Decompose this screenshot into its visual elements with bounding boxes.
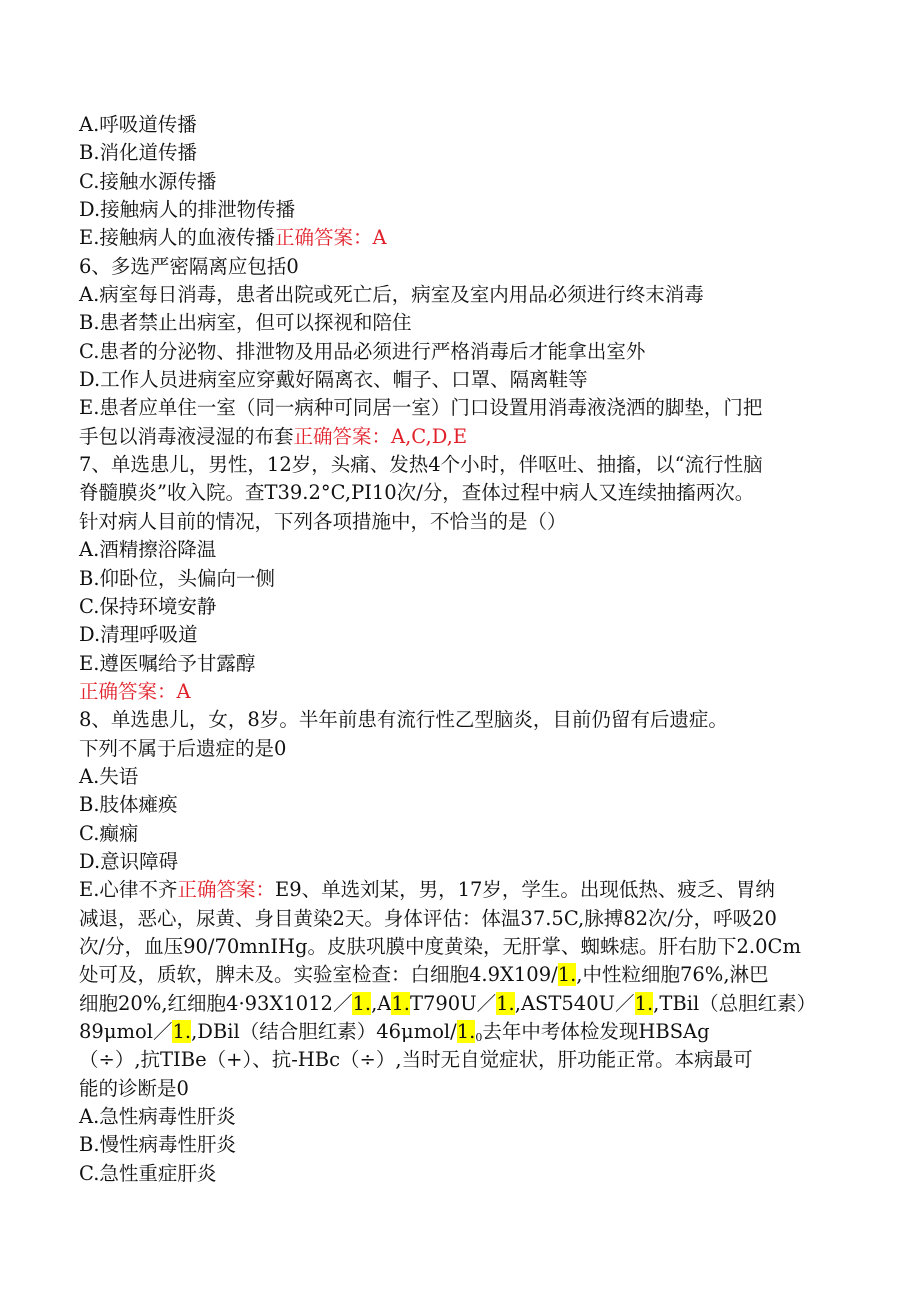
q6-option-b: B.患者禁止出病室，但可以探视和陪住 — [79, 311, 412, 335]
q6-answer: 正确答案：A,C,D,E — [293, 424, 468, 448]
q8-option-a: A.失语 — [79, 764, 139, 788]
q7-stem-line-2: 脊髓膜炎”收入院。查T39.2°C,PI10次/分，查体过程中病人又连续抽搐两次。 — [79, 481, 755, 505]
q9-text: ,DBil（结合胆红素）46μmol/ — [191, 1020, 457, 1043]
q8-option-b: B.肢体瘫痪 — [79, 793, 178, 817]
q9-stem-line-3: 次/分，血压90/70mnIHg。皮肤巩膜中度黄染，无肝掌、蜘蛛痣。肝右肋下2.0Cm — [79, 934, 801, 958]
q6-stem: 6、多选严密隔离应包括0 — [79, 254, 299, 278]
q7-stem-line-1: 7、单选患儿，男性，12岁，头痛、发热4个小时，伴呕吐、抽搐，以“流行性脑 — [79, 453, 763, 477]
q9-stem-line-4 — [79, 961, 839, 989]
q9-text: ,TBil（总胆红素） — [653, 991, 817, 1015]
q9-stem-line-5 — [79, 990, 839, 1018]
q5-option-d: D.接触病人的排泄物传播 — [79, 198, 296, 222]
q6-option-e-cont — [79, 423, 839, 451]
q9-stem-start: E9、单选刘某，男，17岁，学生。出现低热、疲乏、胃纳 — [274, 878, 775, 902]
q7-option-a: A.酒精擦浴降温 — [79, 538, 217, 562]
q6-option-a: A.病室每日消毒，患者出院或死亡后，病室及室内用品必须进行终末消毒 — [79, 283, 704, 307]
q9-text: ,AST540U／ — [514, 991, 635, 1015]
highlight-marker: 1. — [634, 991, 654, 1015]
highlight-marker: 1. — [172, 1020, 192, 1043]
q5-option-c: C.接触水源传播 — [79, 169, 217, 193]
highlight-marker: 1. — [456, 1020, 476, 1043]
highlight-marker: 1. — [352, 991, 372, 1015]
q8-option-d: D.意识障碍 — [79, 849, 179, 873]
q9-stem-line-7: （÷）,抗TIBe（+）、抗-HBc（÷）,当时无自觉症状，肝功能正常。本病最可 — [79, 1048, 753, 1072]
highlight-marker: 1. — [557, 963, 577, 987]
highlight-marker: 1. — [496, 991, 515, 1015]
q9-option-c: C.急性重症肝炎 — [79, 1161, 217, 1185]
q6-option-c: C.患者的分泌物、排泄物及用品必须进行严格消毒后才能拿出室外 — [79, 339, 646, 363]
q9-stem-line-8: 能的诊断是0 — [79, 1076, 189, 1100]
q9-text: 细胞20%,红细胞4·93X1012／ — [79, 991, 353, 1015]
document-page — [79, 111, 839, 1188]
q7-answer: 正确答案：A — [79, 679, 191, 703]
q9-option-b: B.慢性病毒性肝炎 — [79, 1133, 237, 1157]
q9-text: ,中性粒细胞76%,淋巴 — [576, 963, 769, 987]
q8-answer: 正确答案： — [177, 878, 275, 902]
q9-stem-line-2: 减退，恶心，尿黄、身目黄染2天。身体评估：体温37.5C,脉搏82次/分，呼吸20 — [79, 906, 777, 930]
q9-text: 89μmol／ — [79, 1020, 173, 1043]
q9-text: T790U／ — [409, 991, 497, 1015]
q6-option-e: E.患者应单住一室（同一病种可同居一室）门口设置用消毒液浇洒的脚垫，门把 — [79, 396, 763, 420]
q6-option-e-text: 手包以消毒液浸湿的布套 — [79, 424, 294, 448]
q8-option-e: E.心律不齐 — [79, 878, 178, 902]
q5-option-a: A.呼吸道传播 — [79, 113, 197, 136]
q7-option-d: D.清理呼吸道 — [79, 623, 198, 647]
q8-stem-line-2: 下列不属于后遗症的是0 — [79, 736, 287, 760]
q9-subscript: 0 — [475, 1031, 483, 1044]
highlight-marker: 1. — [391, 991, 410, 1015]
q8-stem-line-1: 8、单选患儿，女，8岁。半年前患有流行性乙型脑炎，目前仍留有后遗症。 — [79, 708, 728, 732]
q8-option-c: C.癫痫 — [79, 821, 139, 845]
q5-option-e: E.接触病人的血液传播 — [79, 226, 275, 250]
q9-text: 去年中考体检发现HBSAg — [482, 1020, 710, 1043]
q7-option-b: B.仰卧位，头偏向一侧 — [79, 566, 276, 590]
q8-option-e-line — [79, 876, 839, 904]
q6-option-d: D.工作人员进病室应穿戴好隔离衣、帽子、口罩、隔离鞋等 — [79, 368, 588, 392]
q5-answer: 正确答案：A — [274, 226, 387, 250]
q9-text: ,A — [371, 991, 392, 1015]
q9-text: 处可及，质软，脾未及。实验室检查：白细胞4.9X109/ — [79, 963, 558, 987]
q5-option-b: B.消化道传播 — [79, 141, 198, 165]
q9-option-a: A.急性病毒性肝炎 — [79, 1105, 236, 1129]
q7-option-c: C.保持环境安静 — [79, 594, 217, 618]
q7-stem-line-3: 针对病人目前的情况，下列各项措施中，不恰当的是（） — [79, 509, 567, 533]
q9-stem-line-6 — [79, 1018, 839, 1046]
q7-option-e: E.遵医嘱给予甘露醇 — [79, 651, 256, 675]
q5-option-e-line — [79, 224, 839, 252]
